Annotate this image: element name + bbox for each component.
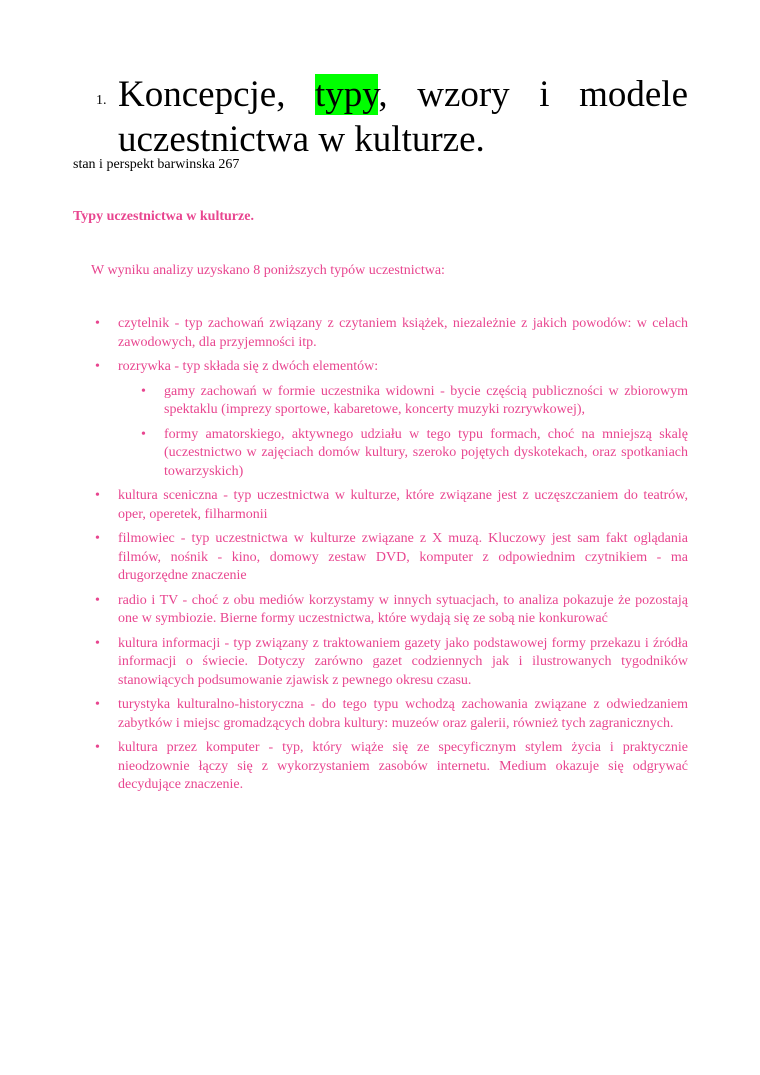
participation-types-list <box>95 315 688 801</box>
list-item-text: rozrywka - typ składa się z dwóch elementów: <box>118 359 379 374</box>
highlighted-word: typy <box>315 74 379 115</box>
list-item <box>95 635 688 691</box>
bullet-icon: • <box>95 488 100 503</box>
bullet-icon: • <box>95 316 100 331</box>
list-item-text: filmowiec - typ uczestnictwa w kulturze związane z X muzą. Kluczowy jest sam fakt oglądania filmów, nośnik - kino, domowy zestaw DVD, komputer z odpowiednim czytnikiem - ma drugorzędne znaczenie <box>118 531 688 583</box>
intro-paragraph: W wyniku analizy uzyskano 8 poniższych typów uczestnictwa: <box>91 263 445 278</box>
bullet-icon: • <box>141 383 146 399</box>
list-item <box>95 530 688 586</box>
entertainment-sublist <box>118 383 688 482</box>
sublist-item-text: formy amatorskiego, aktywnego udziału w tego typu formach, choć na mniejszą skalę (uczestnictwo w zajęciach domów kultury, szeroko pojętych dyskotekach, oraz spotkaniach towarzyskich) <box>164 426 688 479</box>
heading-title-part-2: , wzory i modele uczestnictwa w kulturze. <box>118 74 688 160</box>
list-item-text: kultura informacji - typ związany z traktowaniem gazety jako podstawowej formy przekazu i źródła informacji o świecie. Dotyczy zarówno gazet codziennych jak i ilustrowanych tygodników stanowiących podsumowanie zjawisk z pewnego okresu czasu. <box>118 635 688 688</box>
bullet-icon: • <box>95 635 100 651</box>
heading-number: 1. <box>96 93 107 108</box>
sublist-item-text: gamy zachowań w formie uczestnika widowni - bycie częścią publiczności w zbiorowym spektaklu (imprezy sportowe, kabaretowe, koncerty muzyki rozrywkowej), <box>164 383 688 417</box>
list-item <box>95 739 688 795</box>
sublist-item <box>141 426 688 482</box>
list-item <box>95 487 688 524</box>
heading-title-part-1: Koncepcje, <box>118 74 316 115</box>
list-item <box>95 315 688 352</box>
bullet-icon: • <box>95 531 100 546</box>
list-item <box>95 358 688 481</box>
list-item <box>95 696 688 733</box>
list-item <box>95 592 688 629</box>
bullet-icon: • <box>141 426 146 442</box>
bullet-icon: • <box>95 697 100 712</box>
list-item-text: turystyka kulturalno-historyczna - do tego typu wchodzą zachowania związane z odwiedzaniem zabytków i miejsc gromadzących dobra kultury: muzeów oraz galerii, również tych zagranicznych. <box>118 697 688 731</box>
heading-title <box>118 72 688 162</box>
source-note: stan i perspekt barwinska 267 <box>73 157 240 172</box>
list-item-text: czytelnik - typ zachowań związany z czytaniem książek, niezależnie z jakich powodów: w celach zawodowych, dla przyjemności itp. <box>118 316 688 350</box>
section-title: Typy uczestnictwa w kulturze. <box>73 209 254 224</box>
list-item-text: radio i TV - choć z obu mediów korzystamy w innych sytuacjach, to analiza pokazuje że pozostają one w symbiozie. Bierne formy uczestnictwa, które wydają się ze sobą nie konkurować <box>118 592 688 626</box>
bullet-icon: • <box>95 740 100 755</box>
bullet-icon: • <box>95 592 100 608</box>
list-item-text: kultura sceniczna - typ uczestnictwa w kulturze, które związane jest z uczęszczaniem do teatrów, oper, operetek, filharmonii <box>118 488 688 522</box>
bullet-icon: • <box>95 359 100 374</box>
list-item-text: kultura przez komputer - typ, który wiąże się ze specyficznym stylem życia i praktycznie nieodzownie łączy się z wykorzystaniem zasobów internetu. Medium okazuje się odgrywać decydujące znaczenie. <box>118 740 688 792</box>
sublist-item <box>141 383 688 420</box>
